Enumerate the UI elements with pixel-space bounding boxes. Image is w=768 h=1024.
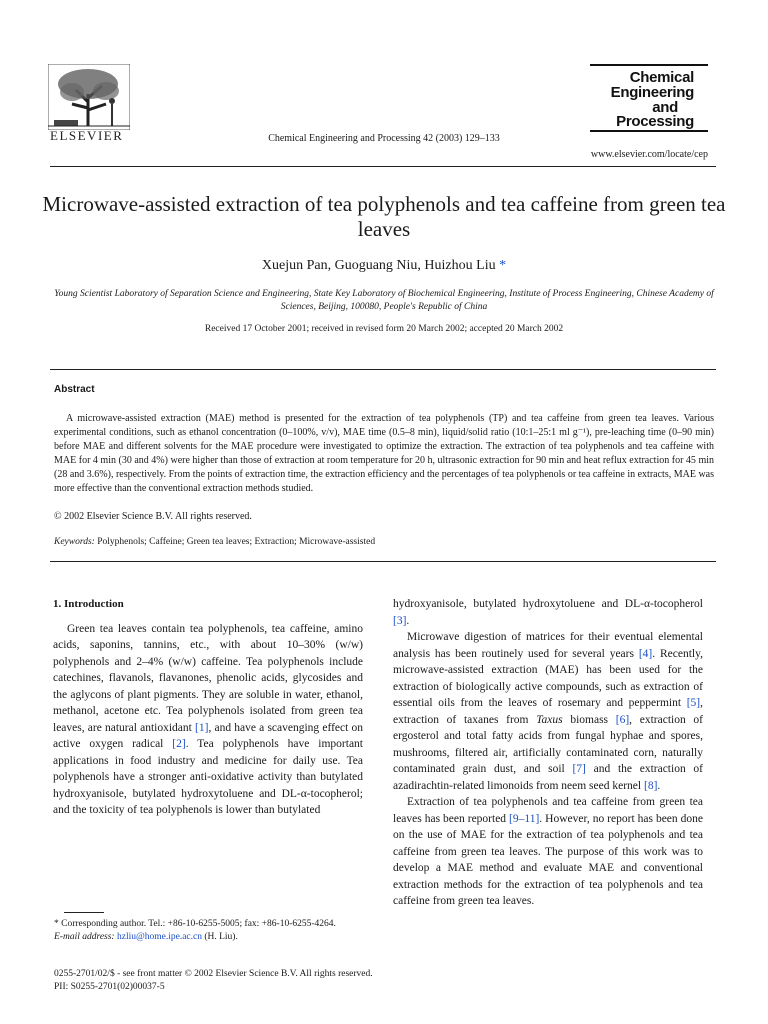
corresponding-author-mark[interactable]: * xyxy=(499,258,507,273)
section-heading: 1. Introduction xyxy=(53,598,124,610)
citation-link[interactable]: [4] xyxy=(638,647,653,660)
journal-logo xyxy=(590,64,708,132)
journal-logo-word: Processing xyxy=(616,113,694,130)
journal-logo-word: and xyxy=(652,99,678,116)
footnote-divider xyxy=(64,912,104,913)
journal-logo-word: Chemical xyxy=(629,69,694,86)
footnote xyxy=(54,918,364,944)
paragraph: Extraction of tea polyphenols and tea caffeine from green tea leaves has been reported [9–11]. However, no report has been done on the use of MAE for the extraction of tea polyphenols and tea caffeine from green tea leaves. The purpose of this work was to develop a MAE method and evaluate MAE and conventional extraction methods for the extraction of tea polyphenols and tea caffeine from green tea leaves. xyxy=(393,796,703,907)
journal-logo-word: Engineering xyxy=(610,84,694,101)
corresponding-author-note: * Corresponding author. Tel.: +86-10-6255-5005; fax: +86-10-6255-4264. xyxy=(54,919,336,929)
journal-citation: Chemical Engineering and Processing 42 (2003) 129–133 xyxy=(268,133,500,144)
divider xyxy=(50,561,716,562)
keywords-label: Keywords: xyxy=(54,537,95,547)
abstract-text: A microwave-assisted extraction (MAE) method is presented for the extraction of tea polyphenols (TP) and tea caffeine from green tea leaves. Various experimental conditions, such as ethanol concentration (0–100%, v/v), MAE time (0.5–8 min), liquid/solid ratio (10:1–25:1 ml g⁻¹), pre-leaching time (0–90 min) before MAE and different solvents for the MAE procedure were investigated to optimize the extraction. The extraction of tea polyphenols and tea caffeine with MAE for 4 min (30 and 4%) were higher than those of extraction at room temperature for 20 h, ultrasonic extraction for 90 min and heat reflux extraction for 45 min (28 and 3.6%), respectively. From the points of extraction time, the extraction efficiency and the percentages of tea polyphenols or tea caffeine in extracts, MAE was more effective than the conventional extraction methods studied. xyxy=(54,413,714,494)
citation-link[interactable]: [5] xyxy=(686,697,701,709)
paragraph: hydroxyanisole, butylated hydroxytoluene and DL-α-tocopherol [3]. xyxy=(393,598,703,627)
abstract-heading: Abstract xyxy=(54,384,95,395)
divider xyxy=(50,166,716,167)
citation-link[interactable]: [3] xyxy=(393,614,407,627)
citation-link[interactable]: [8] xyxy=(643,779,658,792)
journal-url[interactable]: www.elsevier.com/locate/cep xyxy=(590,149,708,160)
citation-link[interactable]: [7] xyxy=(572,763,586,775)
email-link[interactable]: hzliu@home.ipe.ac.cn xyxy=(116,932,202,942)
abstract-copyright: © 2002 Elsevier Science B.V. All rights reserved. xyxy=(54,511,252,522)
citation-link[interactable]: [2] xyxy=(172,738,186,750)
authors-text: Xuejun Pan, Guoguang Niu, Huizhou Liu xyxy=(261,258,496,273)
publisher-name: ELSEVIER xyxy=(50,128,124,143)
email-line: E-mail address: hzliu@home.ipe.ac.cn (H. Liu). xyxy=(54,932,238,942)
article-title: Microwave-assisted extraction of tea polyphenols and tea caffeine from green tea leaves xyxy=(42,192,726,241)
keywords-text: Polyphenols; Caffeine; Green tea leaves; Extraction; Microwave-assisted xyxy=(97,537,376,547)
affiliation: Young Scientist Laboratory of Separation Science and Engineering, State Key Laboratory of Biochemical Engineering, Institute of Process Engineering, Chinese Academy of Sciences, Beijing, 100080, People's Republic of China xyxy=(54,289,714,312)
issn-line: 0255-2701/02/$ - see front matter © 2002 Elsevier Science B.V. All rights reserved. xyxy=(54,969,373,979)
author-list xyxy=(0,258,768,274)
citation-link[interactable]: [9–11] xyxy=(509,812,540,825)
paragraph: Green tea leaves contain tea polyphenols, tea caffeine, amino acids, saponins, tannins, etc., with about 10–30% (w/w) polyphenols and 2–4% (w/w) caffeine. Tea polyphenols include catechines, flavanols, flavanones, phenolic acids, glycosides and the aglycons of plant pigments. They are soluble in water, ethanol, methanol, acetone etc. Tea polyphenols isolated from green tea leaves, are natural antioxidant [1], and have a scavenging effect on active oxygen radical [2]. Tea polyphenols have important applications in food industry and medicine for daily use. Tea polyphenols have a stronger anti-oxidative activity than butylated hydroxyanisole, butylated hydroxytoluene and DL-α-tocopherol; and the toxicity of tea polyphenols is lower than butylated xyxy=(53,622,363,816)
citation-link[interactable]: [1] xyxy=(195,721,209,734)
bottom-metadata xyxy=(54,968,373,994)
divider xyxy=(50,369,716,370)
pii-line: PII: S0255-2701(02)00037-5 xyxy=(54,982,165,992)
right-column xyxy=(393,596,703,910)
left-column xyxy=(53,596,363,819)
elsevier-tree-logo xyxy=(48,64,130,134)
received-dates: Received 17 October 2001; received in revised form 20 March 2002; accepted 20 March 2002 xyxy=(204,324,564,334)
citation-link[interactable]: [6] xyxy=(615,713,630,726)
paragraph: Microwave digestion of matrices for their eventual elemental analysis has been routinely used for several years [4]. Recently, microwave-assisted extraction (MAE) has been used for the extraction of biologically active compounds, such as extraction of essential oils from the leaves of rosemary and peppermint [5], extraction of taxanes from Taxus biomass [6], extraction of ergosterol and total fatty acids from fungal hyphae and spores, mushrooms, filtered air, artificially contaminated corn, naturally contaminated grain dust, and soil [7] and the extraction of azadirachtin-related limonoids from neem seed kernel [8]. xyxy=(393,631,703,792)
keywords xyxy=(54,537,375,547)
